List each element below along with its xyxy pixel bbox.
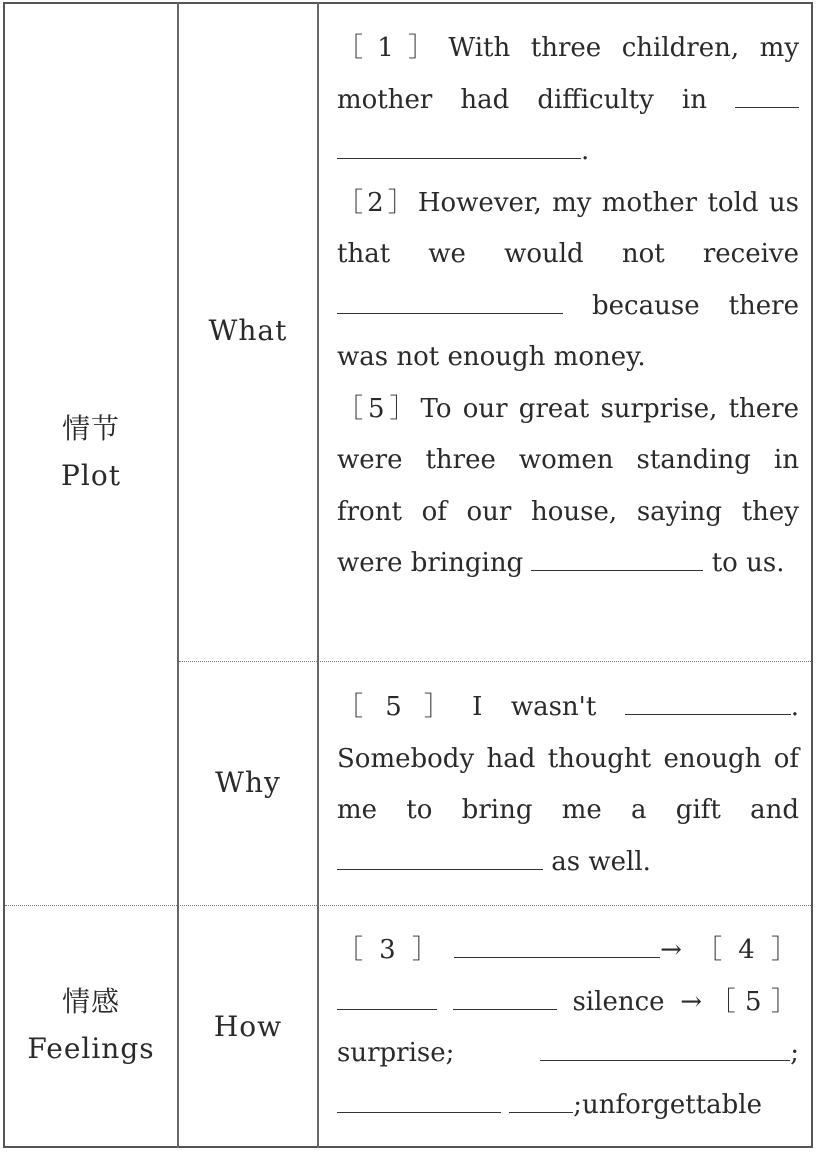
answer-blank[interactable] bbox=[509, 1082, 573, 1113]
row-divider-what-why bbox=[179, 661, 811, 662]
answer-blank[interactable] bbox=[540, 1030, 790, 1061]
column-divider-2 bbox=[317, 2, 319, 1148]
why-label: Why bbox=[215, 766, 281, 799]
plot-label-zh: 情节 bbox=[61, 412, 120, 445]
table-border-top bbox=[3, 2, 813, 4]
what-item-3: ［5］To our great surprise, there were three women standing in front of our house, saying they were bringing to us. bbox=[337, 393, 799, 578]
answer-blank[interactable] bbox=[531, 540, 703, 571]
what-cell bbox=[337, 23, 799, 590]
table-border-left bbox=[3, 2, 5, 1148]
what-label: What bbox=[208, 314, 288, 347]
answer-blank[interactable] bbox=[337, 979, 437, 1010]
answer-blank[interactable] bbox=[454, 927, 660, 958]
column-divider-1 bbox=[177, 2, 179, 1148]
feelings-label-zh: 情感 bbox=[61, 985, 120, 1018]
answer-blank[interactable] bbox=[337, 1082, 501, 1113]
answer-blank[interactable] bbox=[337, 283, 563, 314]
answer-blank[interactable] bbox=[337, 128, 581, 159]
plot-label-en: Plot bbox=[61, 459, 121, 492]
arrow-icon: → bbox=[660, 935, 682, 965]
worksheet-table bbox=[3, 2, 813, 1148]
feelings-section-label bbox=[5, 980, 177, 1065]
answer-blank[interactable] bbox=[735, 77, 799, 108]
answer-blank[interactable] bbox=[453, 979, 557, 1010]
what-item-1: ［1］With three children, my mother had difficulty in . bbox=[337, 33, 800, 166]
what-item-2: ［2］However, my mother told us that we would not receive because there was not enough money. bbox=[337, 187, 799, 372]
how-item: ［3］ →［4］ silence →［5］surprise; ; ;unforgettable bbox=[337, 925, 799, 1131]
why-cell bbox=[337, 682, 799, 888]
how-label: How bbox=[213, 1010, 283, 1043]
table-border-bottom bbox=[3, 1146, 813, 1148]
table-border-right bbox=[811, 2, 813, 1148]
arrow-icon: → bbox=[680, 986, 703, 1017]
feelings-label-en: Feelings bbox=[27, 1032, 155, 1065]
why-item: ［5］I wasn't . Somebody had thought enough of me to bring me a gift and as well. bbox=[337, 682, 799, 888]
answer-blank[interactable] bbox=[337, 839, 543, 870]
row-divider-plot-feelings bbox=[5, 905, 811, 906]
plot-section-label bbox=[5, 407, 177, 492]
how-cell bbox=[337, 925, 799, 1131]
answer-blank[interactable] bbox=[625, 684, 791, 715]
